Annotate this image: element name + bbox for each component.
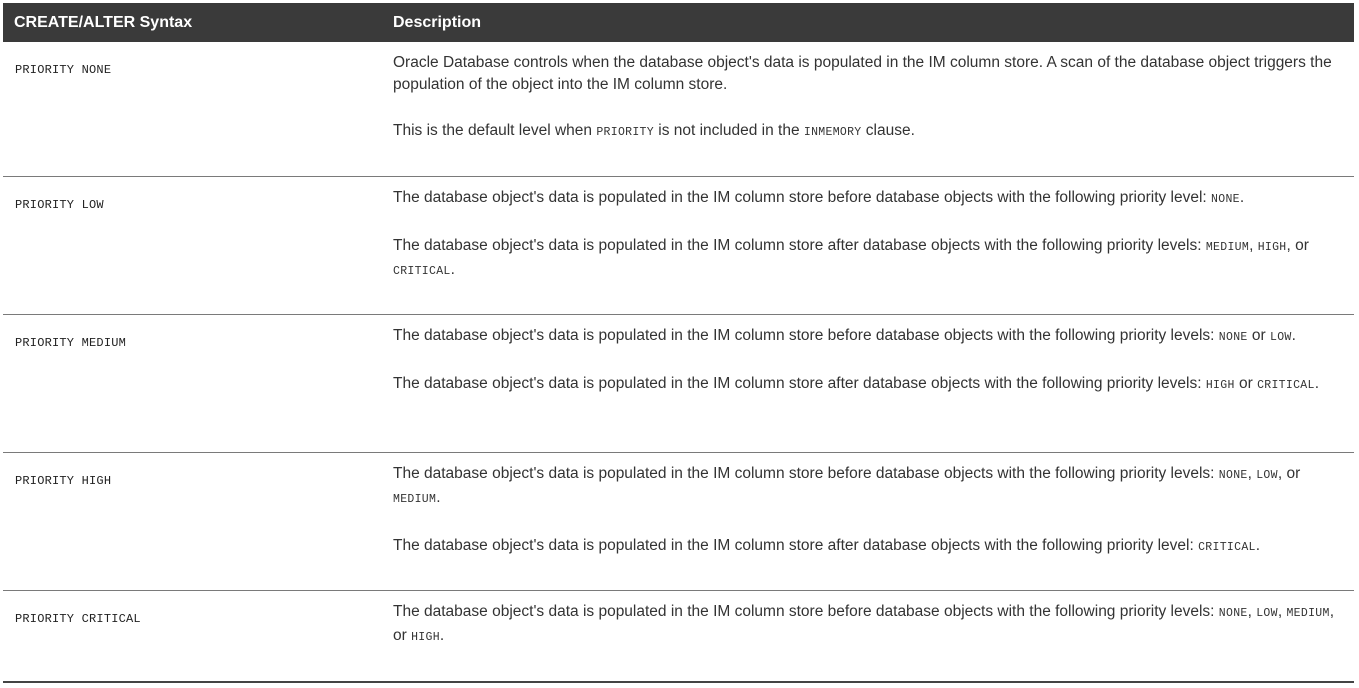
table-header-row — [3, 3, 1354, 42]
code-keyword: LOW — [1270, 330, 1292, 344]
description-cell — [381, 452, 1354, 590]
description-cell — [381, 590, 1354, 682]
text-span: The database object's data is populated in the IM column store before database objects with the following priority level: — [393, 188, 1212, 206]
text-span: . — [1291, 326, 1296, 344]
table-row — [3, 314, 1354, 452]
text-span: or — [1234, 374, 1258, 392]
description-cell — [381, 176, 1354, 314]
text-span: . — [1314, 374, 1319, 392]
code-keyword: HIGH — [1205, 378, 1235, 392]
header-syntax: CREATE/ALTER Syntax — [3, 3, 381, 42]
description-paragraph — [393, 120, 1334, 144]
priority-table — [3, 3, 1354, 683]
text-span: , or — [1286, 236, 1309, 254]
text-span: , — [1277, 602, 1287, 620]
code-keyword: INMEMORY — [803, 126, 862, 139]
text-span: . — [1239, 188, 1245, 206]
text-span: , — [1247, 602, 1257, 620]
description-paragraph — [393, 235, 1334, 283]
description-paragraph — [393, 325, 1334, 349]
header-description: Description — [381, 3, 1354, 42]
description-paragraph — [393, 535, 1334, 559]
text-span: is not included in the — [653, 122, 804, 139]
syntax-cell: PRIORITY MEDIUM — [3, 314, 381, 452]
code-keyword: LOW — [1256, 468, 1278, 482]
code-keyword: NONE — [1218, 468, 1248, 482]
syntax-cell: PRIORITY LOW — [3, 176, 381, 314]
text-span: The database object's data is populated in the IM column store after database objects with the following priority levels: — [393, 374, 1206, 392]
code-keyword: MEDIUM — [1286, 606, 1330, 620]
text-span: The database object's data is populated in the IM column store after database objects with the following priority levels: — [393, 236, 1206, 254]
table-row — [3, 452, 1354, 590]
code-keyword: PRIORITY — [596, 126, 654, 139]
text-span: . — [439, 626, 445, 644]
code-keyword: NONE — [1218, 330, 1248, 344]
code-keyword: LOW — [1256, 606, 1278, 620]
code-keyword: CRITICAL — [1257, 378, 1315, 392]
table-row — [3, 590, 1354, 682]
code-keyword: CRITICAL — [1198, 540, 1256, 554]
code-keyword: NONE — [1218, 606, 1248, 620]
code-keyword: MEDIUM — [1205, 240, 1250, 254]
text-span: The database object's data is populated in the IM column store before database objects with the following priority levels: — [393, 326, 1219, 344]
code-keyword: CRITICAL — [393, 264, 451, 278]
description-cell — [381, 314, 1354, 452]
code-keyword: HIGH — [1257, 240, 1287, 254]
text-span: clause. — [861, 122, 915, 139]
text-span: . — [436, 488, 441, 506]
text-span: , or — [1277, 464, 1301, 482]
table-row — [3, 42, 1354, 176]
text-span: , or — [393, 602, 1334, 644]
description-paragraph — [393, 373, 1334, 397]
code-keyword: NONE — [1211, 192, 1240, 206]
description-paragraph — [393, 601, 1334, 649]
description-cell — [381, 42, 1354, 176]
table-row — [3, 176, 1354, 314]
text-span: The database object's data is populated in the IM column store after database objects with the following priority level: — [393, 536, 1199, 554]
code-keyword: MEDIUM — [393, 492, 437, 506]
syntax-cell: PRIORITY CRITICAL — [3, 590, 381, 682]
syntax-cell: PRIORITY HIGH — [3, 452, 381, 590]
text-span: The database object's data is populated in the IM column store before database objects with the following priority levels: — [393, 464, 1219, 482]
description-paragraph — [393, 187, 1334, 211]
text-span: or — [1247, 326, 1271, 344]
syntax-cell: PRIORITY NONE — [3, 42, 381, 176]
priority-table-container — [3, 3, 1354, 683]
code-keyword: HIGH — [411, 630, 440, 644]
text-span: . — [450, 260, 455, 278]
text-span: The database object's data is populated in the IM column store before database objects with the following priority levels: — [393, 602, 1219, 620]
text-span: . — [1255, 536, 1261, 554]
description-paragraph — [393, 463, 1334, 511]
text-span: , — [1247, 464, 1257, 482]
text-span: This is the default level when — [393, 122, 597, 139]
text-span: , — [1249, 236, 1258, 254]
description-paragraph: Oracle Database controls when the database object's data is populated in the IM column store. A scan of the database object triggers the population of the object into the IM column store. — [393, 54, 1332, 93]
